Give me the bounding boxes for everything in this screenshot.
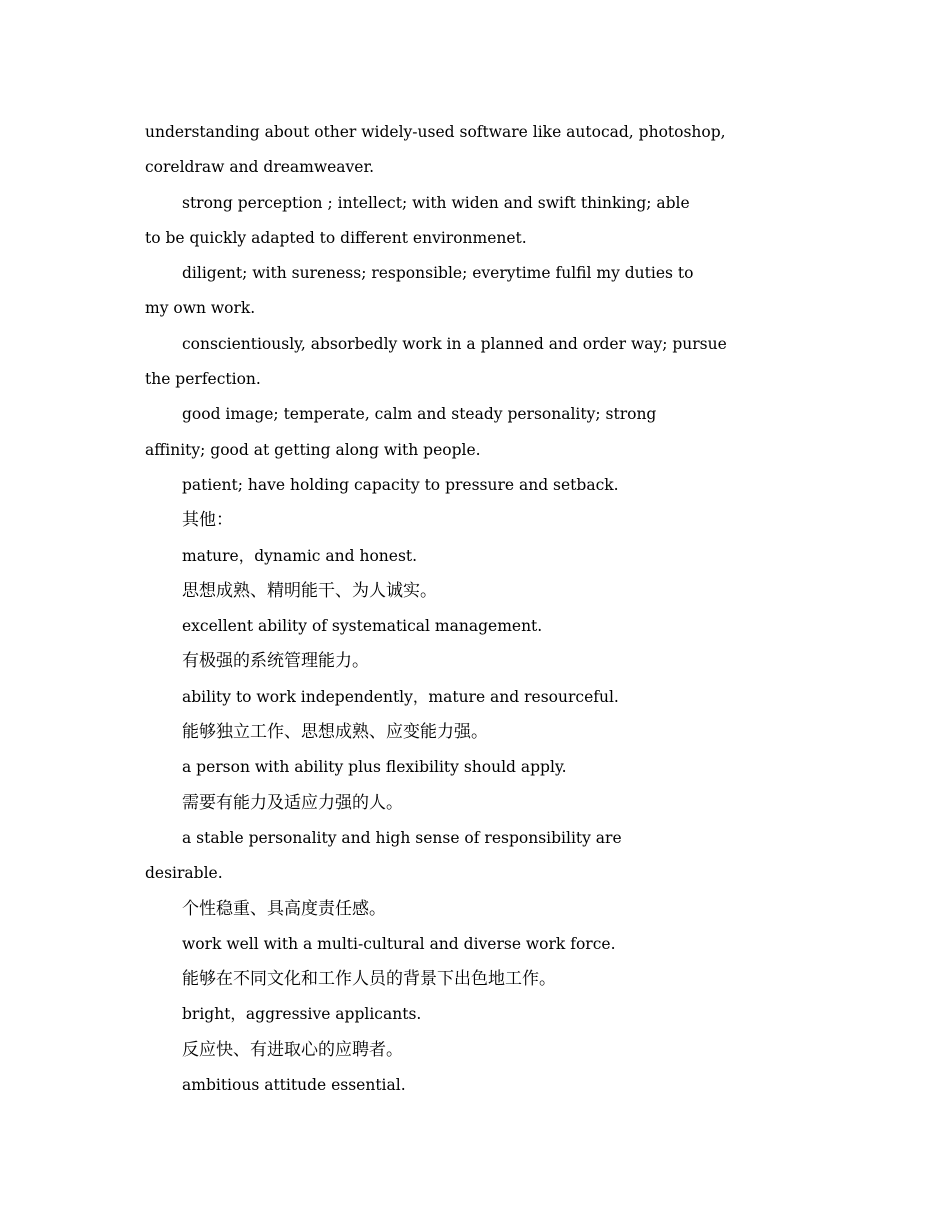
text-line: 其他：: [182, 510, 233, 531]
text-line: excellent ability of systematical management.: [182, 617, 543, 636]
document-page: [145, 115, 810, 1103]
text-line: 思想成熟、精明能干、为人诚实。: [182, 580, 437, 601]
text-line: 反应快、有进取心的应聘者。: [182, 1039, 403, 1060]
text-line: ability to work independently，mature and resourceful.: [182, 687, 619, 706]
text-line: to be quickly adapted to different environmenet.: [145, 228, 527, 247]
text-line: my own work.: [145, 299, 256, 318]
text-line: a person with ability plus flexibility should apply.: [182, 758, 567, 777]
text-line: coreldraw and dreamweaver.: [145, 158, 375, 177]
text-line: work well with a multi-cultural and diverse work force.: [182, 934, 616, 953]
text-line: ambitious attitude essential.: [182, 1076, 406, 1095]
text-line: bright，aggressive applicants.: [182, 1005, 422, 1024]
text-line: 有极强的系统管理能力。: [182, 651, 369, 672]
text-line: desirable.: [145, 864, 223, 883]
text-line: strong perception ; intellect; with widen and swift thinking; able: [182, 193, 690, 212]
text-line: mature，dynamic and honest.: [182, 546, 418, 565]
text-line: 能够在不同文化和工作人员的背景下出色地工作。: [182, 969, 556, 990]
text-line: conscientiously, absorbedly work in a planned and order way; pursue: [182, 334, 727, 353]
text-line: a stable personality and high sense of responsibility are: [182, 828, 622, 847]
text-line: good image; temperate, calm and steady personality; strong: [182, 405, 657, 424]
text-line: patient; have holding capacity to pressure and setback.: [182, 475, 619, 494]
text-line: 个性稳重、具高度责任感。: [182, 898, 386, 919]
text-line: affinity; good at getting along with people.: [145, 440, 481, 459]
text-line: 能够独立工作、思想成熟、应变能力强。: [182, 722, 488, 743]
text-line: diligent; with sureness; responsible; everytime fulfil my duties to: [182, 264, 694, 283]
text-line: the perfection.: [145, 370, 261, 389]
text-line: understanding about other widely-used software like autocad, photoshop,: [145, 123, 726, 141]
text-line: 需要有能力及适应力强的人。: [182, 792, 403, 813]
